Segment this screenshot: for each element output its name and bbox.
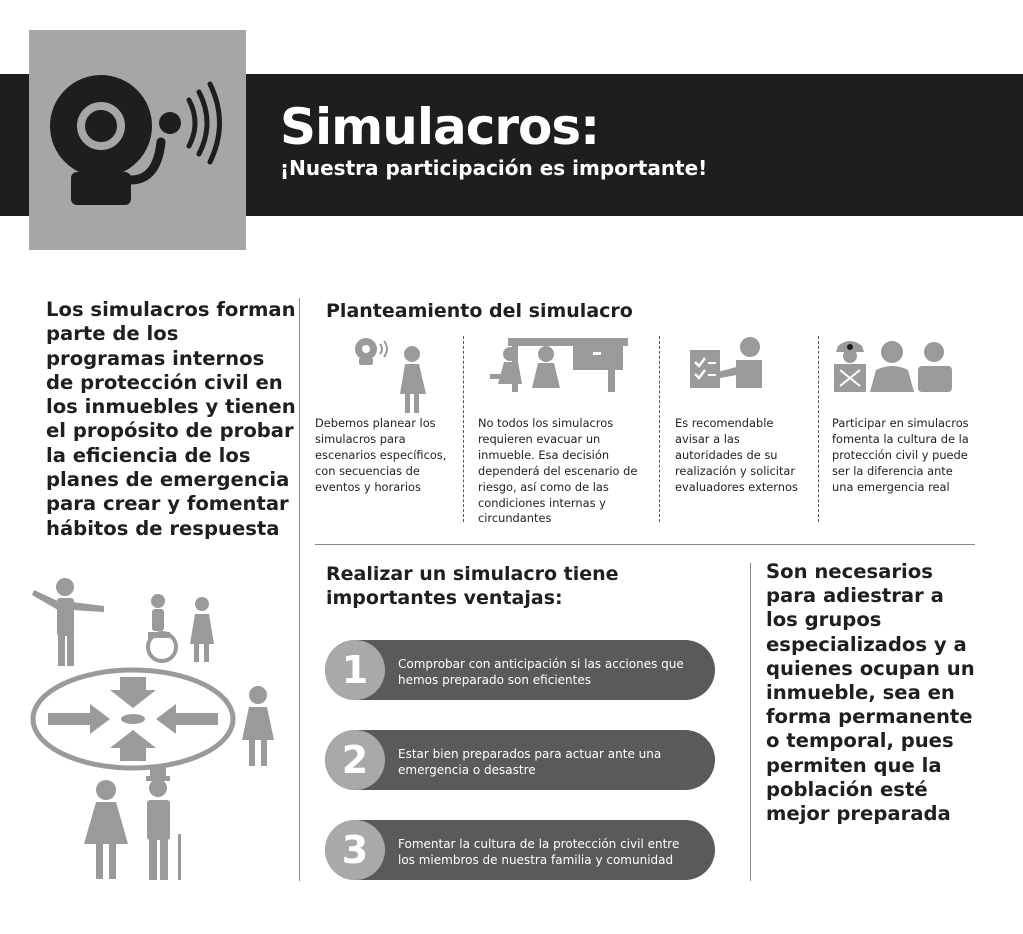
advantage-number: 3 bbox=[325, 820, 385, 880]
children-under-desk-icon bbox=[488, 336, 633, 396]
column-divider bbox=[750, 563, 751, 881]
card-2-text: No todos los simulacros requieren evacuar un inmueble. Esa decisión dependerá del escenario de riesgo, así como de las condiciones internas y circundantes bbox=[478, 416, 638, 526]
section-title-planteamiento: Planteamiento del simulacro bbox=[326, 300, 633, 322]
advantage-item bbox=[325, 820, 715, 880]
intro-text: Los simulacros forman parte de los programas internos de protección civil en los inmuebles y tienen el propósito de probar la eficiencia de los planes de emergencia para crear y fomentar hábitos de respuesta bbox=[46, 298, 296, 540]
people-gathering-icon bbox=[30, 572, 290, 887]
page-subtitle: ¡Nuestra participación es importante! bbox=[280, 156, 708, 180]
advantage-number: 2 bbox=[325, 730, 385, 790]
civil-protection-people-icon bbox=[830, 336, 960, 396]
card-divider bbox=[463, 336, 464, 522]
card-1-illustration bbox=[352, 336, 432, 416]
card-divider bbox=[818, 336, 819, 522]
alarm-icon-box bbox=[29, 30, 246, 250]
card-1-text: Debemos planear los simulacros para escenarios específicos, con secuencias de eventos y horarios bbox=[315, 416, 447, 494]
evacuation-illustration bbox=[30, 572, 290, 887]
advantage-text: Estar bien preparados para actuar ante una emergencia o desastre bbox=[398, 747, 662, 777]
advantage-text: Fomentar la cultura de la protección civil entre los miembros de nuestra familia y comunidad bbox=[398, 837, 680, 867]
alarm-and-child-icon bbox=[352, 336, 432, 416]
column-divider bbox=[299, 298, 300, 881]
advantage-item bbox=[325, 730, 715, 790]
advantage-item bbox=[325, 640, 715, 700]
card-4-text: Participar en simulacros fomenta la cultura de la protección civil y puede ser la diferencia ante una emergencia real bbox=[832, 416, 969, 494]
card-2-illustration bbox=[488, 336, 633, 396]
person-with-checklist-icon bbox=[688, 336, 768, 396]
card-3-illustration bbox=[688, 336, 768, 396]
card-divider bbox=[659, 336, 660, 522]
card-3-text: Es recomendable avisar a las autoridades de su realización y solicitar evaluadores externos bbox=[675, 416, 798, 494]
side-note-text: Son necesarios para adiestrar a los grupos especializados y a quienes ocupan un inmueble, sea en forma permanente o temporal, pues permiten que la población esté mejor preparada bbox=[766, 560, 975, 826]
advantage-number: 1 bbox=[325, 640, 385, 700]
page-title: Simulacros: bbox=[280, 98, 600, 156]
section-title-ventajas: Realizar un simulacro tiene importantes ventajas: bbox=[326, 563, 619, 609]
section-divider bbox=[315, 544, 975, 545]
advantage-text: Comprobar con anticipación si las acciones que hemos preparado son eficientes bbox=[398, 657, 684, 687]
card-4-illustration bbox=[830, 336, 960, 396]
alarm-bell-icon bbox=[29, 30, 246, 250]
